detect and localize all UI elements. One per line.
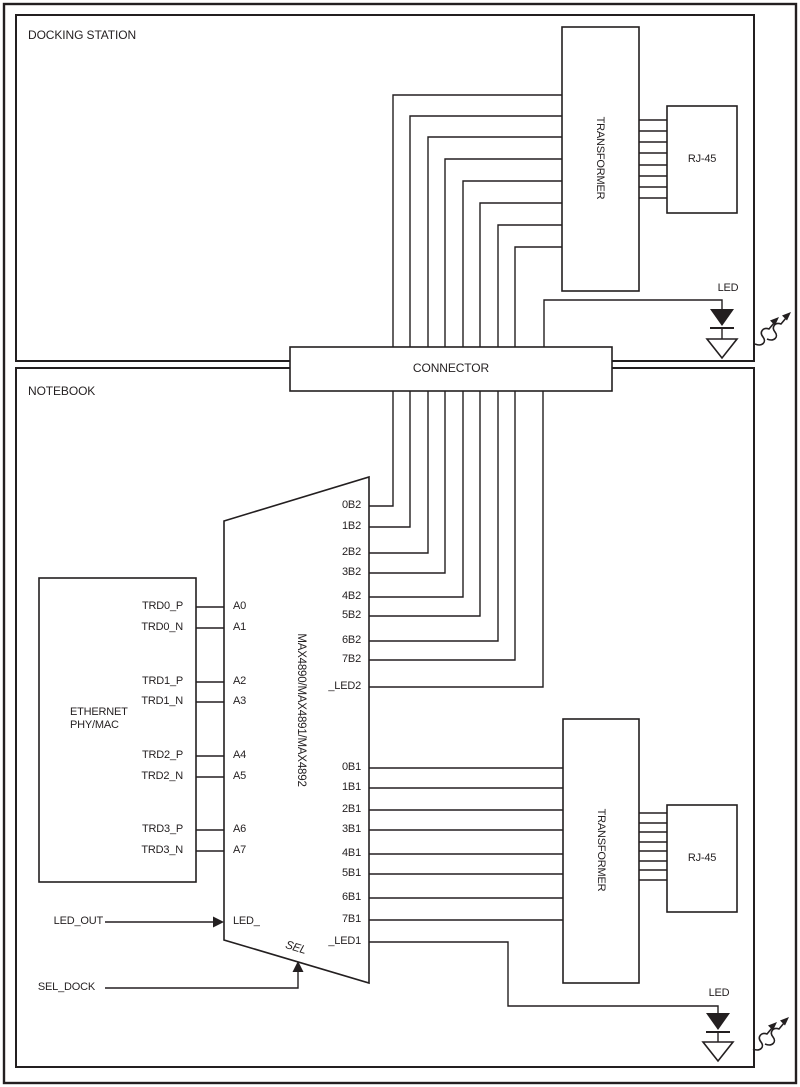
ground-icon [707, 339, 737, 358]
pin-label-1b1: 1B1 [342, 781, 361, 793]
arrowhead-icon [213, 917, 224, 928]
pin-label-a4: A4 [233, 749, 247, 761]
docking-led-icon [707, 309, 737, 358]
phy-label-line1: ETHERNET [70, 706, 128, 718]
pin-label-a5: A5 [233, 770, 247, 782]
pin-label-trd3n: TRD3_N [141, 844, 183, 856]
notebook-led-icon [703, 1013, 733, 1061]
wire-led1-to-notebook-led [369, 942, 718, 1013]
wires-connector-to-top-transformer [393, 95, 562, 347]
pin-label-1b2: 1B2 [342, 520, 361, 532]
pin-label-trd0n: TRD0_N [141, 621, 183, 633]
light-emission-icon [755, 312, 791, 345]
docking-station-title: DOCKING STATION [28, 28, 137, 42]
pin-label-trd3p: TRD3_P [142, 823, 183, 835]
connector-label: CONNECTOR [412, 361, 490, 375]
ground-icon [703, 1042, 733, 1061]
wires-b1-to-bottom-transformer [369, 768, 563, 920]
notebook-title: NOTEBOOK [28, 384, 96, 398]
pin-label-3b2: 3B2 [342, 566, 361, 578]
pin-label-2b1: 2B1 [342, 803, 361, 815]
pin-label-a7: A7 [233, 844, 247, 856]
bottom-transformer-label: TRANSFORMER [595, 808, 607, 892]
pin-label-3b1: 3B1 [342, 823, 361, 835]
pin-label-trd1p: TRD1_P [142, 675, 183, 687]
pin-label-a0: A0 [233, 600, 247, 612]
pin-label-led: LED_ [233, 915, 260, 927]
wires-phy-to-switch [196, 607, 224, 851]
pin-label-6b2: 6B2 [342, 634, 361, 646]
pin-label-trd2n: TRD2_N [141, 770, 183, 782]
signal-label-sel-dock: SEL_DOCK [37, 981, 95, 993]
wires-top-transformer-to-rj45 [639, 120, 667, 198]
top-transformer-label: TRANSFORMER [594, 116, 606, 200]
pin-label-sel: SEL [283, 939, 308, 957]
signal-label-led-out: LED_OUT [53, 915, 103, 927]
pin-label-a2: A2 [233, 675, 247, 687]
light-emission-icon [753, 1017, 789, 1050]
docking-station-box [16, 15, 754, 361]
pin-label-0b1: 0B1 [342, 761, 361, 773]
wire-led-out [105, 917, 224, 928]
pin-label-a6: A6 [233, 823, 247, 835]
pin-label-4b1: 4B1 [342, 847, 361, 859]
wires-bottom-transformer-to-rj45 [639, 813, 667, 880]
top-led-label: LED [717, 282, 739, 294]
pin-label-5b2: 5B2 [342, 609, 361, 621]
pin-label-2b2: 2B2 [342, 546, 361, 558]
top-rj45-label: RJ-45 [687, 153, 717, 165]
pin-label-6b1: 6B1 [342, 891, 361, 903]
pin-label-a1: A1 [233, 621, 247, 633]
pin-label-5b1: 5B1 [342, 867, 361, 879]
phy-label [70, 706, 128, 732]
pin-label-trd1n: TRD1_N [141, 695, 183, 707]
wire-sel-dock [105, 961, 304, 988]
wire-led2-to-docking-led [544, 300, 722, 347]
pin-label-a3: A3 [233, 695, 247, 707]
pin-label-7b2: 7B2 [342, 653, 361, 665]
pin-label-trd0p: TRD0_P [142, 600, 183, 612]
pin-label-led2: _LED2 [328, 680, 361, 692]
pin-label-4b2: 4B2 [342, 590, 361, 602]
switch-part-number: MAX4890/MAX4891/MAX4892 [295, 633, 307, 787]
bottom-rj45-label: RJ-45 [687, 852, 717, 864]
pin-label-led1: _LED1 [328, 935, 361, 947]
pin-label-7b1: 7B1 [342, 913, 361, 925]
phy-label-line2: PHY/MAC [70, 719, 119, 731]
pin-label-trd2p: TRD2_P [142, 749, 183, 761]
bottom-led-label: LED [708, 987, 730, 999]
pin-label-0b2: 0B2 [342, 499, 361, 511]
wires-b2-to-connector [369, 391, 543, 687]
